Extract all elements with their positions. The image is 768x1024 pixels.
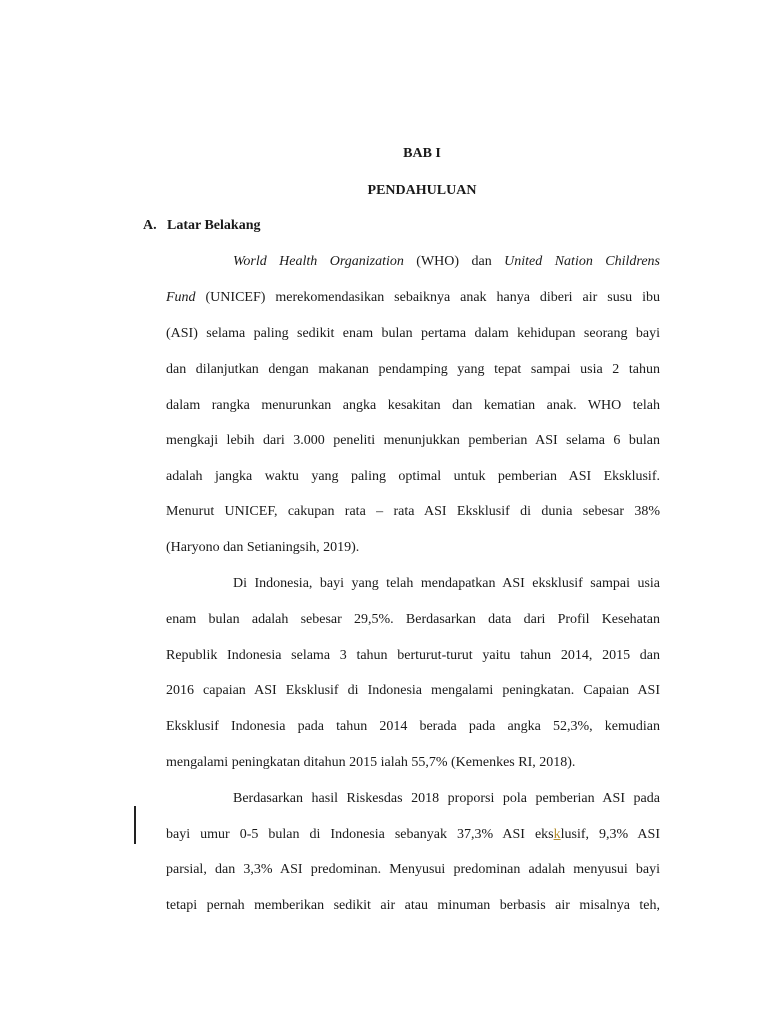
text-segment: Di Indonesia, bayi yang telah mendapatkan ASI eksklusif sampai usia bbox=[233, 576, 660, 591]
text-segment: Berdasarkan hasil Riskesdas 2018 proporsi pola pemberian ASI pada bbox=[233, 791, 660, 806]
text-segment: (WHO) dan bbox=[403, 254, 505, 269]
text-segment: tetapi pernah memberikan sedikit air atau minuman berbasis air misalnya teh, bbox=[166, 898, 660, 913]
text-line bbox=[166, 826, 660, 844]
text-line bbox=[166, 468, 660, 486]
text-line bbox=[166, 682, 660, 700]
text-segment: Republik Indonesia selama 3 tahun berturut-turut yaitu tahun 2014, 2015 dan bbox=[166, 648, 660, 663]
text-segment: bayi umur 0-5 bulan di Indonesia sebanyak 37,3% ASI eks bbox=[166, 827, 554, 842]
text-segment: Eksklusif Indonesia pada tahun 2014 berada pada angka 52,3%, kemudian bbox=[166, 719, 660, 734]
text-segment: 2016 capaian ASI Eksklusif di Indonesia mengalami peningkatan. Capaian ASI bbox=[166, 683, 660, 698]
text-segment: parsial, dan 3,3% ASI predominan. Menyusui predominan adalah menyusui bayi bbox=[166, 862, 660, 877]
section-title: Latar Belakang bbox=[167, 218, 261, 233]
text-line bbox=[166, 503, 660, 521]
text-segment: (Haryono dan Setianingsih, 2019). bbox=[166, 540, 360, 555]
text-line bbox=[166, 754, 660, 772]
italic-text: World Health Organization bbox=[233, 254, 404, 269]
text-segment: mengalami peningkatan ditahun 2015 ialah 55,7% (Kemenkes RI, 2018). bbox=[166, 755, 576, 770]
text-line bbox=[166, 611, 660, 629]
text-segment: Menurut UNICEF, cakupan rata – rata ASI Eksklusif di dunia sebesar 38% bbox=[166, 504, 660, 519]
text-segment: lusif, 9,3% ASI bbox=[560, 827, 660, 842]
text-line bbox=[166, 861, 660, 879]
text-line bbox=[166, 718, 660, 736]
text-line bbox=[166, 397, 660, 415]
text-line bbox=[166, 539, 660, 557]
text-segment: (UNICEF) merekomendasikan sebaiknya anak hanya diberi air susu ibu bbox=[195, 290, 660, 305]
text-segment: (ASI) selama paling sedikit enam bulan pertama dalam kehidupan seorang bayi bbox=[166, 326, 660, 341]
text-line bbox=[166, 325, 660, 343]
text-segment: mengkaji lebih dari 3.000 peneliti menunjukkan pemberian ASI selama 6 bulan bbox=[166, 433, 660, 448]
text-line bbox=[233, 790, 660, 808]
text-line bbox=[166, 289, 660, 307]
text-segment: enam bulan adalah sebesar 29,5%. Berdasarkan data dari Profil Kesehatan bbox=[166, 612, 660, 627]
section-heading bbox=[143, 218, 260, 234]
text-line bbox=[166, 897, 660, 915]
text-segment: dan dilanjutkan dengan makanan pendamping yang tepat sampai usia 2 tahun bbox=[166, 362, 660, 377]
italic-text: Fund bbox=[166, 290, 196, 305]
change-bar bbox=[134, 806, 136, 844]
chapter-title: PENDAHULUAN bbox=[367, 183, 477, 198]
text-line bbox=[166, 647, 660, 665]
chapter-number: BAB I bbox=[403, 146, 441, 161]
text-segment: dalam rangka menurunkan angka kesakitan dan kematian anak. WHO telah bbox=[166, 398, 660, 413]
text-line bbox=[166, 432, 660, 450]
italic-text: United Nation Childrens bbox=[504, 254, 660, 269]
highlighted-text: k bbox=[553, 827, 561, 842]
text-line bbox=[233, 575, 660, 593]
section-letter: A. bbox=[143, 218, 157, 233]
text-line bbox=[233, 253, 660, 271]
text-segment: adalah jangka waktu yang paling optimal untuk pemberian ASI Eksklusif. bbox=[166, 469, 660, 484]
text-line bbox=[166, 361, 660, 379]
